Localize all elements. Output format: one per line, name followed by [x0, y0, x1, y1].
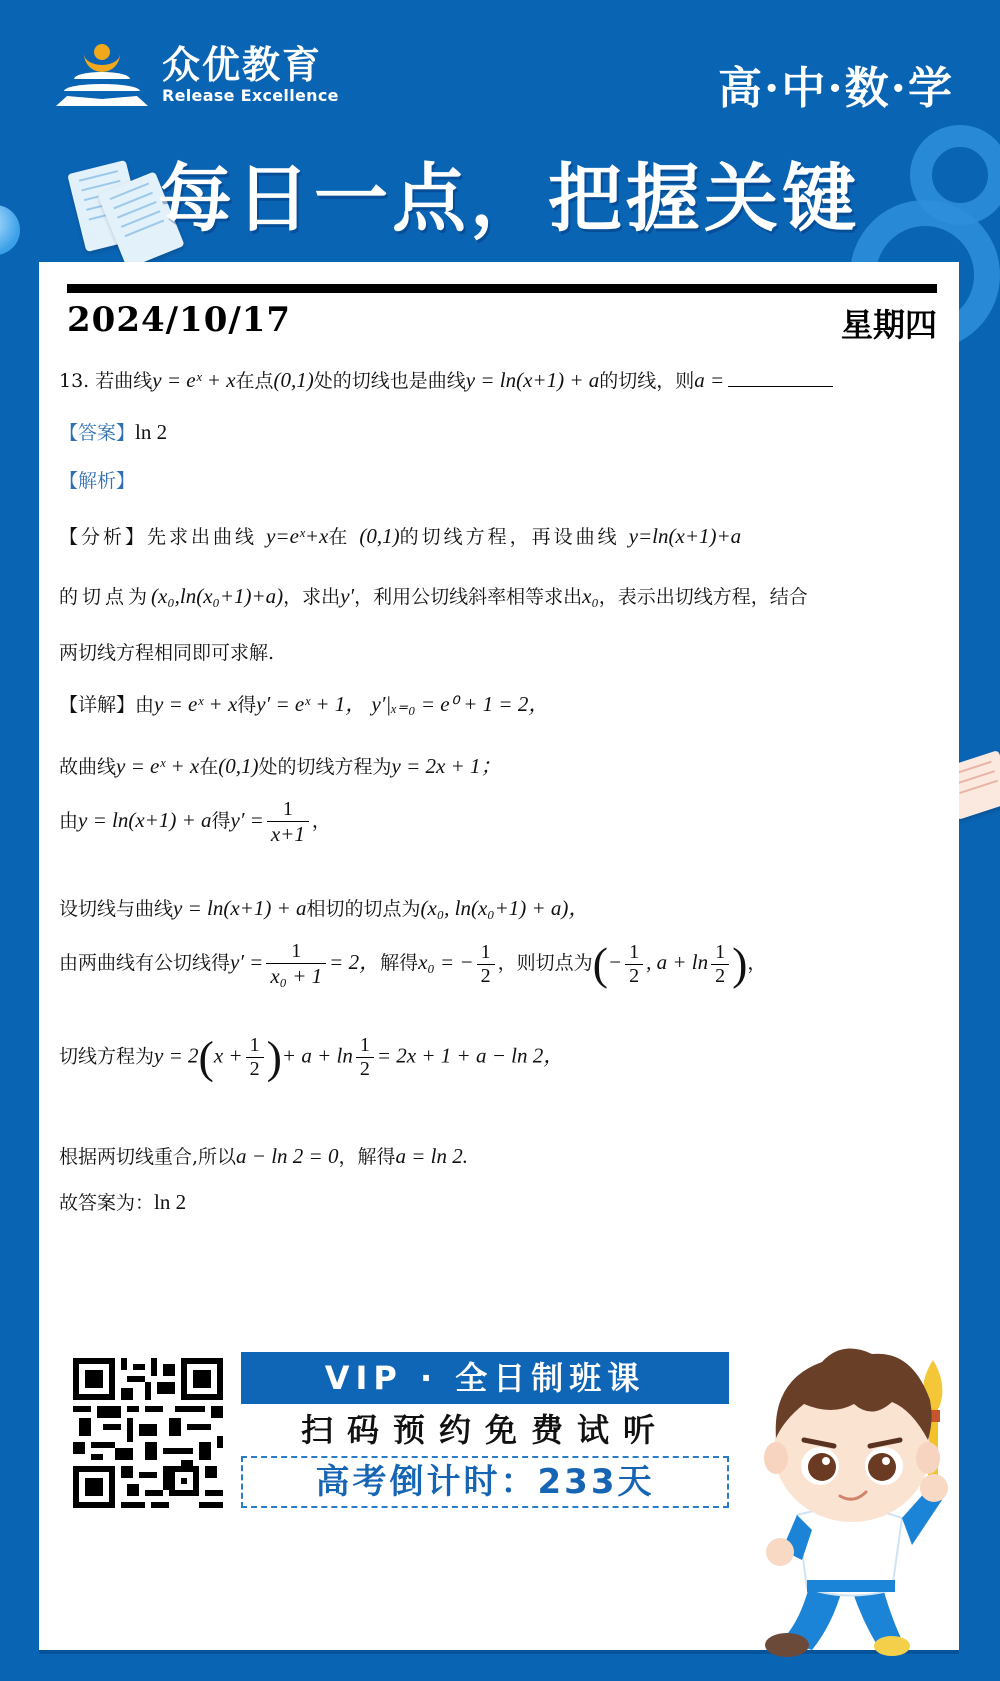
fraction: $\frac{1}{2}$ [246, 1034, 264, 1081]
detail-line-8: 故答案为：ln 2 [59, 1190, 187, 1214]
answer-value: ln 2 [135, 420, 168, 444]
fraction: $\frac{1}{2}$ [711, 941, 729, 988]
detail-line-2: 故曲线y = eˣ + x在(0,1)处的切线方程为y = 2x + 1； [59, 754, 502, 778]
exam-countdown: 高考倒计时：233天 [241, 1456, 729, 1508]
detail-line-5: 由两曲线有公切线得y′ = $\frac{1}{\text{x₀ + 1}}$ = 2，解得x₀ = − $\frac{1}{2}$ ，则切点为(− $\frac{1}{2}$ , a + ln $\frac{1}{2}$ )， [59, 938, 767, 990]
analysis-line-2: 的切点为(x₀,ln(x₀+1)+a)，求出y′，利用公切线斜率相等求出x₀，表示出切线方程，结合 [59, 584, 808, 608]
fraction: $\frac{1}{2}$ [477, 941, 495, 988]
analysis-line-1: 【分析】先求出曲线 y=eˣ+x在 (0,1)的切线方程，再设曲线 y=ln(x+1)+a [59, 524, 742, 548]
analysis-label: 【解析】 [59, 470, 136, 492]
question-line: 13. 若曲线y = eˣ + x在点(0,1)处的切线也是曲线y = ln(x+1) + a的切线，则a = [59, 366, 833, 393]
vip-banner: VIP · 全日制班课 [241, 1352, 729, 1404]
detail-line-7: 根据两切线重合,所以a − ln 2 = 0，解得a = ln 2. [59, 1144, 469, 1168]
detail-line-6: 切线方程为y = 2(x + $\frac{1}{2}$ )+ a + ln $\frac{1}{2}$ = 2x + 1 + a − ln 2， [59, 1031, 565, 1083]
fraction: $\frac{1}{2}$ [625, 941, 643, 988]
divider-bar [67, 284, 937, 293]
logo-icon [56, 40, 148, 110]
slogan-heading: 每日一点，把握关键 [158, 156, 860, 242]
brand-name-cn: 众优教育 [162, 43, 323, 87]
answer-blank [728, 369, 833, 387]
detail-line-4: 设切线与曲线y = ln(x+1) + a相切的切点为(x₀, ln(x₀+1) + a)， [59, 896, 590, 920]
mascot-boy-icon [742, 1340, 967, 1660]
brand-logo [56, 40, 339, 110]
mascot-illustration [742, 1340, 967, 1660]
scan-cta: 扫码预约免费试听 [300, 1411, 669, 1449]
analysis-line-3: 两切线方程相同即可求解. [59, 642, 275, 664]
date-label: 2024/10/17 [67, 300, 292, 340]
subject-title: 高·中·数·学 [718, 63, 954, 114]
qr-code-icon [73, 1358, 223, 1508]
answer-line [59, 418, 167, 445]
analysis-label-line [59, 466, 135, 493]
detail-line-1: 【详解】由y = eˣ + x得y′ = eˣ + 1， y′|ₓ₌₀ = e⁰ + 1 = 2， [59, 692, 550, 716]
weekday-label: 星期四 [840, 306, 937, 344]
fraction: $\frac{1}{2}$ [356, 1034, 374, 1081]
brand-name-en: Release Excellence [162, 86, 339, 105]
promo-box [241, 1352, 729, 1508]
detail-label: 【详解】 [59, 694, 136, 716]
qr-code[interactable] [73, 1358, 223, 1508]
detail-line-3: 由y = ln(x+1) + a得y′ = $\frac{1}{x+1}$ ， [59, 798, 331, 846]
answer-label: 【答案】 [59, 422, 136, 444]
fraction: $\frac{1}{x+1}$ [267, 798, 309, 846]
fraction: $\frac{1}{\text{x₀ + 1}}$ [266, 940, 326, 988]
